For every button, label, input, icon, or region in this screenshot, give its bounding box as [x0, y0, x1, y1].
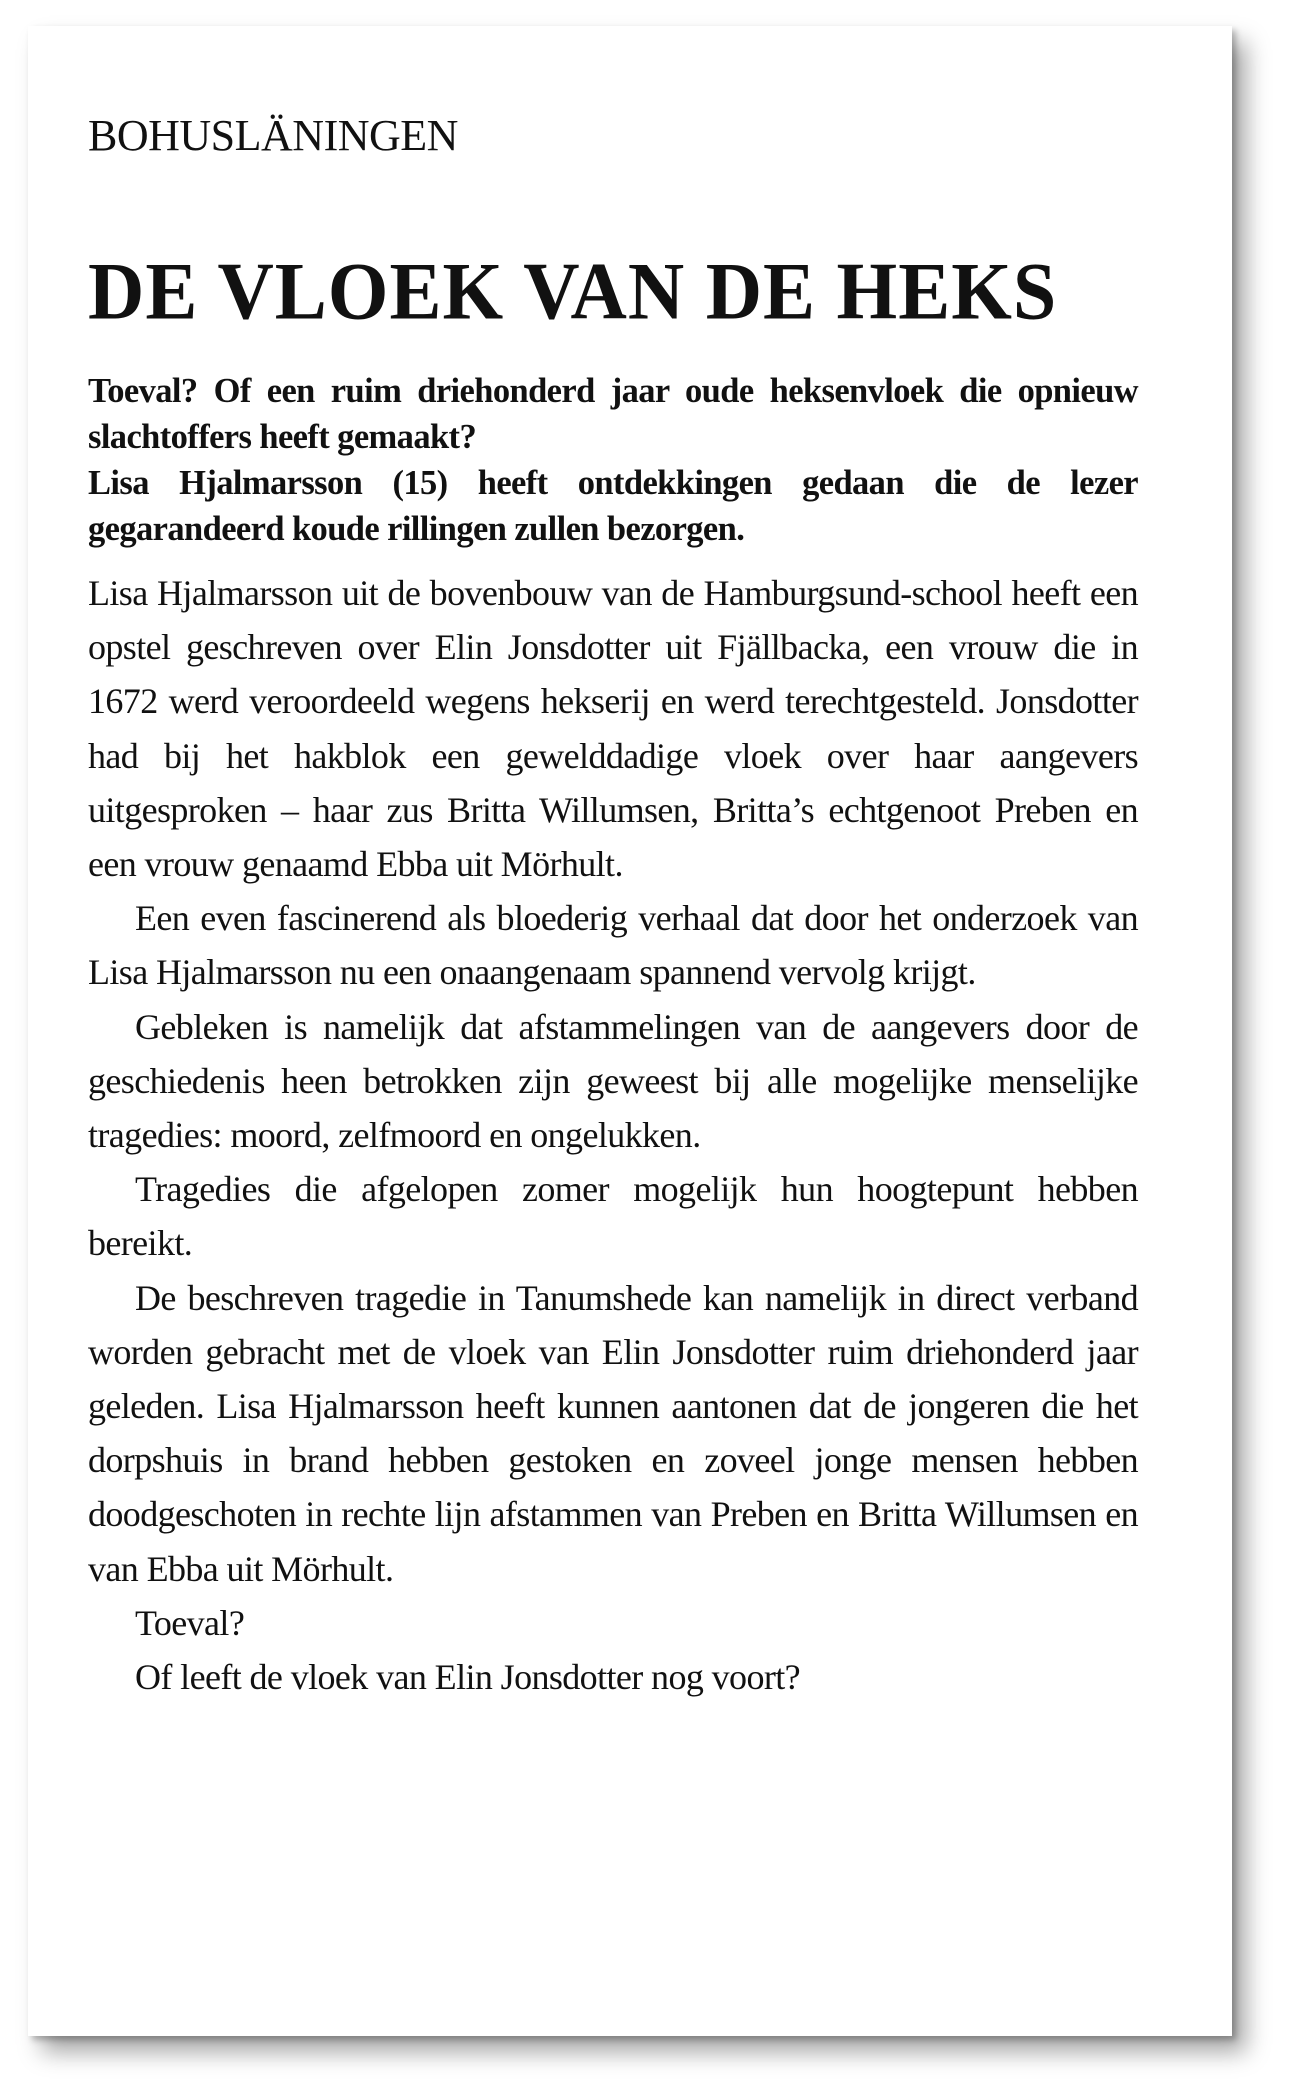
body-paragraph: Toeval? — [135, 1602, 245, 1643]
lead-line: Lisa Hjalmarsson (15) heeft ontdekkingen gedaan die de lezer gegarandeerd koude rillingen zullen bezorgen. — [88, 464, 1138, 548]
body-paragraph: Een even fascinerend als bloederig verhaal dat door het onderzoek van Lisa Hjalmarsson nu een onaangenaam spannend vervolg krijgt. — [88, 898, 1138, 993]
body-paragraph: Tragedies die afgelopen zomer mogelijk hun hoogtepunt hebben bereikt. — [88, 1169, 1138, 1264]
body-paragraph: De beschreven tragedie in Tanumshede kan namelijk in direct verband worden gebracht met de vloek van Elin Jonsdotter ruim driehonderd jaar geleden. Lisa Hjalmarsson heeft kunnen aantonen dat de jongeren die het dorpshuis in brand hebben gestoken en zoveel jonge mensen hebben doodgeschoten in rechte lijn afstammen van Preben en Britta Willumsen en van Ebba uit Mörhult. — [88, 1277, 1138, 1589]
body-paragraph: Lisa Hjalmarsson uit de bovenbouw van de Hamburgsund-school heeft een opstel geschreven over Elin Jonsdotter uit Fjällbacka, een vrouw die in 1672 werd veroordeeld wegens hekserij en werd terechtgesteld. Jonsdotter had bij het hakblok een gewelddadige vloek over haar aangevers uitgesproken – haar zus Britta Willumsen, Britta’s echtgenoot Preben en een vrouw genaamd Ebba uit Mörhult. — [88, 573, 1138, 885]
article-headline: DE VLOEK VAN DE HEKS — [88, 244, 1058, 337]
body-paragraph: Of leeft de vloek van Elin Jonsdotter nog voort? — [135, 1657, 801, 1698]
newspaper-page — [28, 26, 1232, 2036]
article-lead — [88, 368, 1138, 552]
newspaper-masthead: BOHUSLÄNINGEN — [88, 111, 458, 160]
lead-line: Toeval? Of een ruim driehonderd jaar oude heksenvloek die opnieuw slachtoffers heeft gemaakt? — [88, 372, 1138, 456]
body-paragraph: Gebleken is namelijk dat afstammelingen van de aangevers door de geschiedenis heen betrokken zijn geweest bij alle mogelijke menselijke tragedies: moord, zelfmoord en ongelukken. — [88, 1006, 1138, 1156]
article-body — [88, 566, 1138, 1704]
